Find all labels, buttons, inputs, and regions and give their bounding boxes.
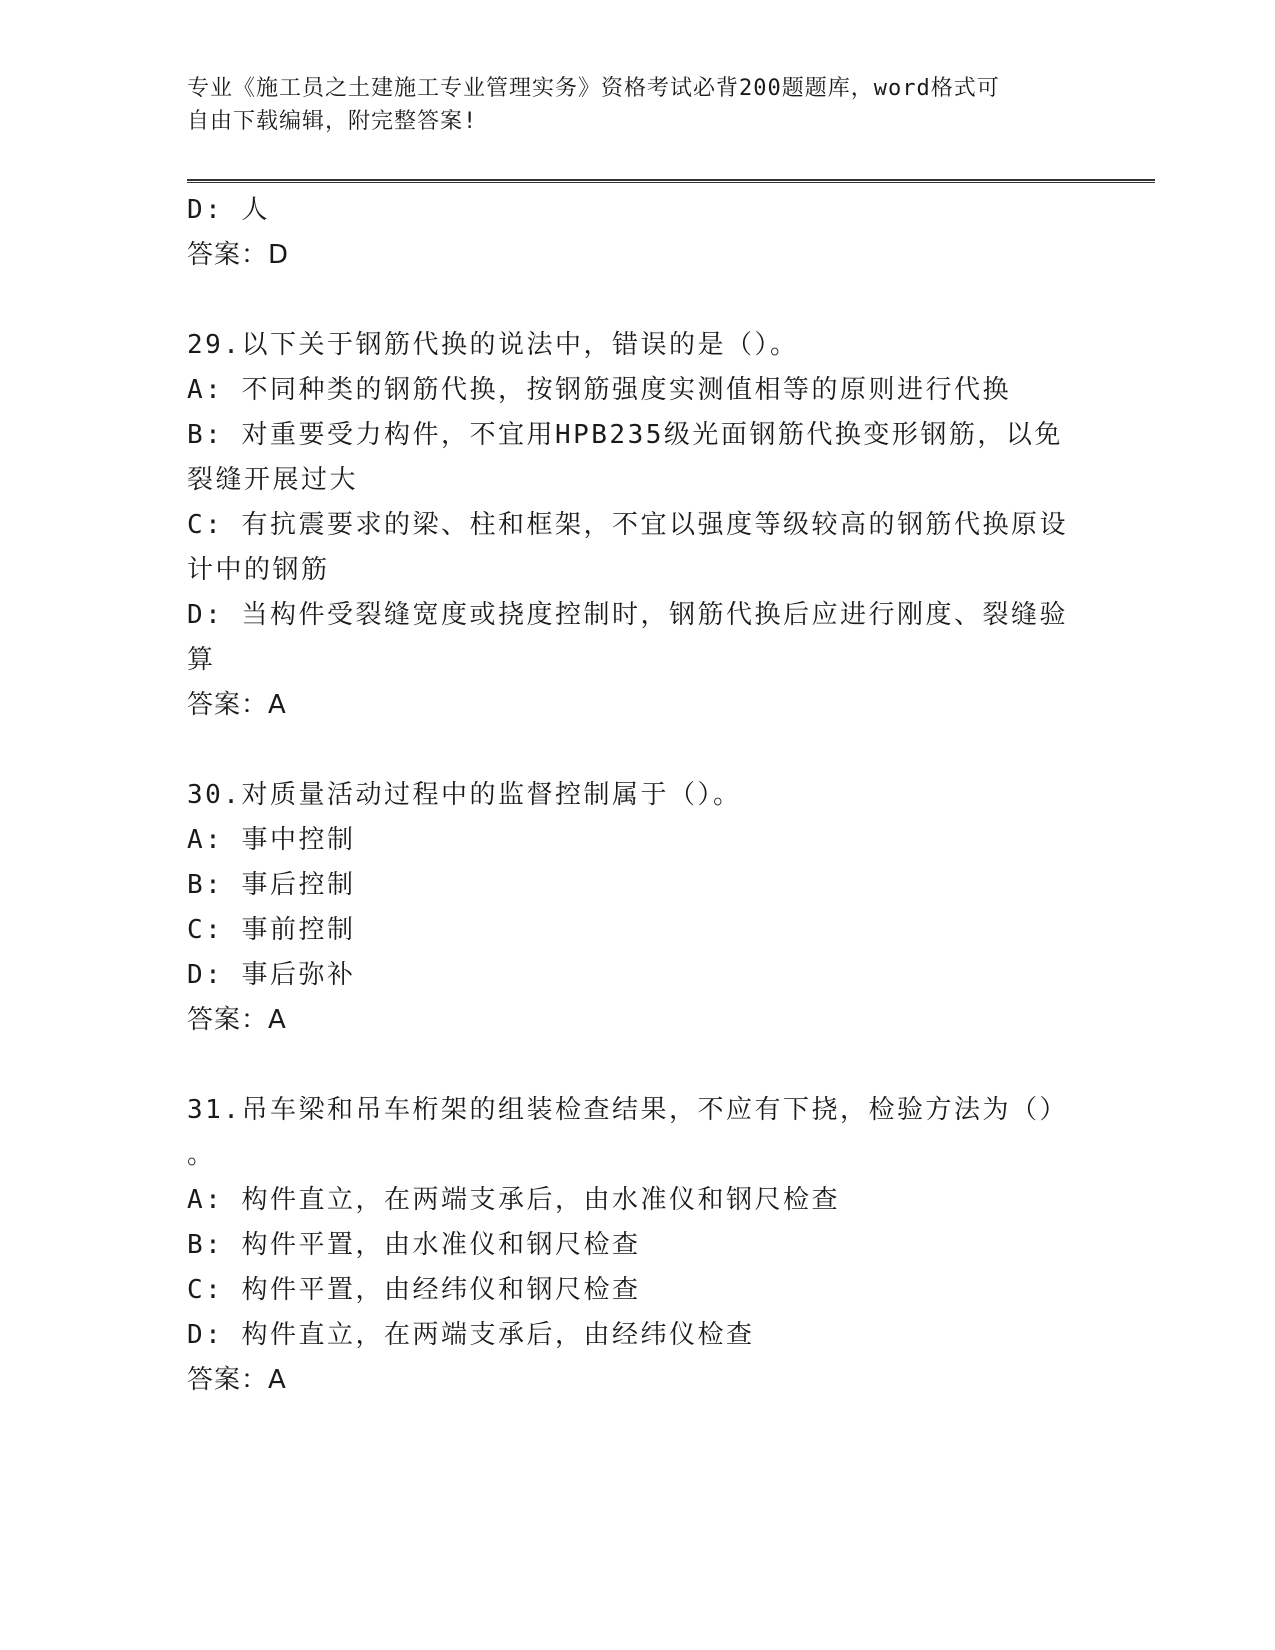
answer-line: 答案：A	[187, 1005, 287, 1035]
spacer	[187, 728, 1077, 773]
question-stem: 30.对质量活动过程中的监督控制属于（）。	[187, 780, 742, 810]
option-d: D: 构件直立，在两端支承后，由经纬仪检查	[187, 1320, 755, 1350]
option-b: B: 构件平置，由水准仪和钢尺检查	[187, 1230, 641, 1260]
question-list	[187, 188, 1077, 1403]
option-d: D: 当构件受裂缝宽度或挠度控制时，钢筋代换后应进行刚度、裂缝验	[187, 600, 1068, 630]
question-30	[187, 773, 1077, 1043]
option-a: A: 构件直立，在两端支承后，由水准仪和钢尺检查	[187, 1185, 840, 1215]
option-b-continued: 裂缝开展过大	[187, 465, 359, 495]
option-c-continued: 计中的钢筋	[187, 555, 330, 585]
question-stem: 29.以下关于钢筋代换的说法中，错误的是（）。	[187, 330, 799, 360]
header-line-1: 专业《施工员之土建施工专业管理实务》资格考试必背200题题库，word格式可	[187, 76, 1000, 101]
question-stem-continued: 。	[187, 1140, 216, 1170]
question-31	[187, 1088, 1077, 1403]
option-b: B: 对重要受力构件，不宜用HPB235级光面钢筋代换变形钢筋，以免	[187, 420, 1063, 450]
spacer	[187, 278, 1077, 323]
answer-line: 答案：A	[187, 690, 287, 720]
header-divider	[187, 179, 1155, 183]
option-b: B: 事后控制	[187, 870, 356, 900]
option-a: A: 事中控制	[187, 825, 356, 855]
spacer	[187, 1043, 1077, 1088]
answer-line: 答案：A	[187, 1365, 287, 1395]
question-stem: 31.吊车梁和吊车桁架的组装检查结果，不应有下挠，检验方法为（）	[187, 1095, 1068, 1125]
option-d: D: 人	[187, 195, 270, 225]
option-c: C: 构件平置，由经纬仪和钢尺检查	[187, 1275, 641, 1305]
option-c: C: 有抗震要求的梁、柱和框架，不宜以强度等级较高的钢筋代换原设	[187, 510, 1068, 540]
option-c: C: 事前控制	[187, 915, 356, 945]
previous-question-tail	[187, 188, 1077, 278]
option-d-continued: 算	[187, 645, 216, 675]
question-29	[187, 323, 1077, 728]
header-line-2: 自由下载编辑，附完整答案!	[187, 109, 478, 134]
page-header	[187, 72, 1067, 138]
option-d: D: 事后弥补	[187, 960, 356, 990]
answer-line: 答案：D	[187, 240, 290, 270]
option-a: A: 不同种类的钢筋代换，按钢筋强度实测值相等的原则进行代换	[187, 375, 1011, 405]
